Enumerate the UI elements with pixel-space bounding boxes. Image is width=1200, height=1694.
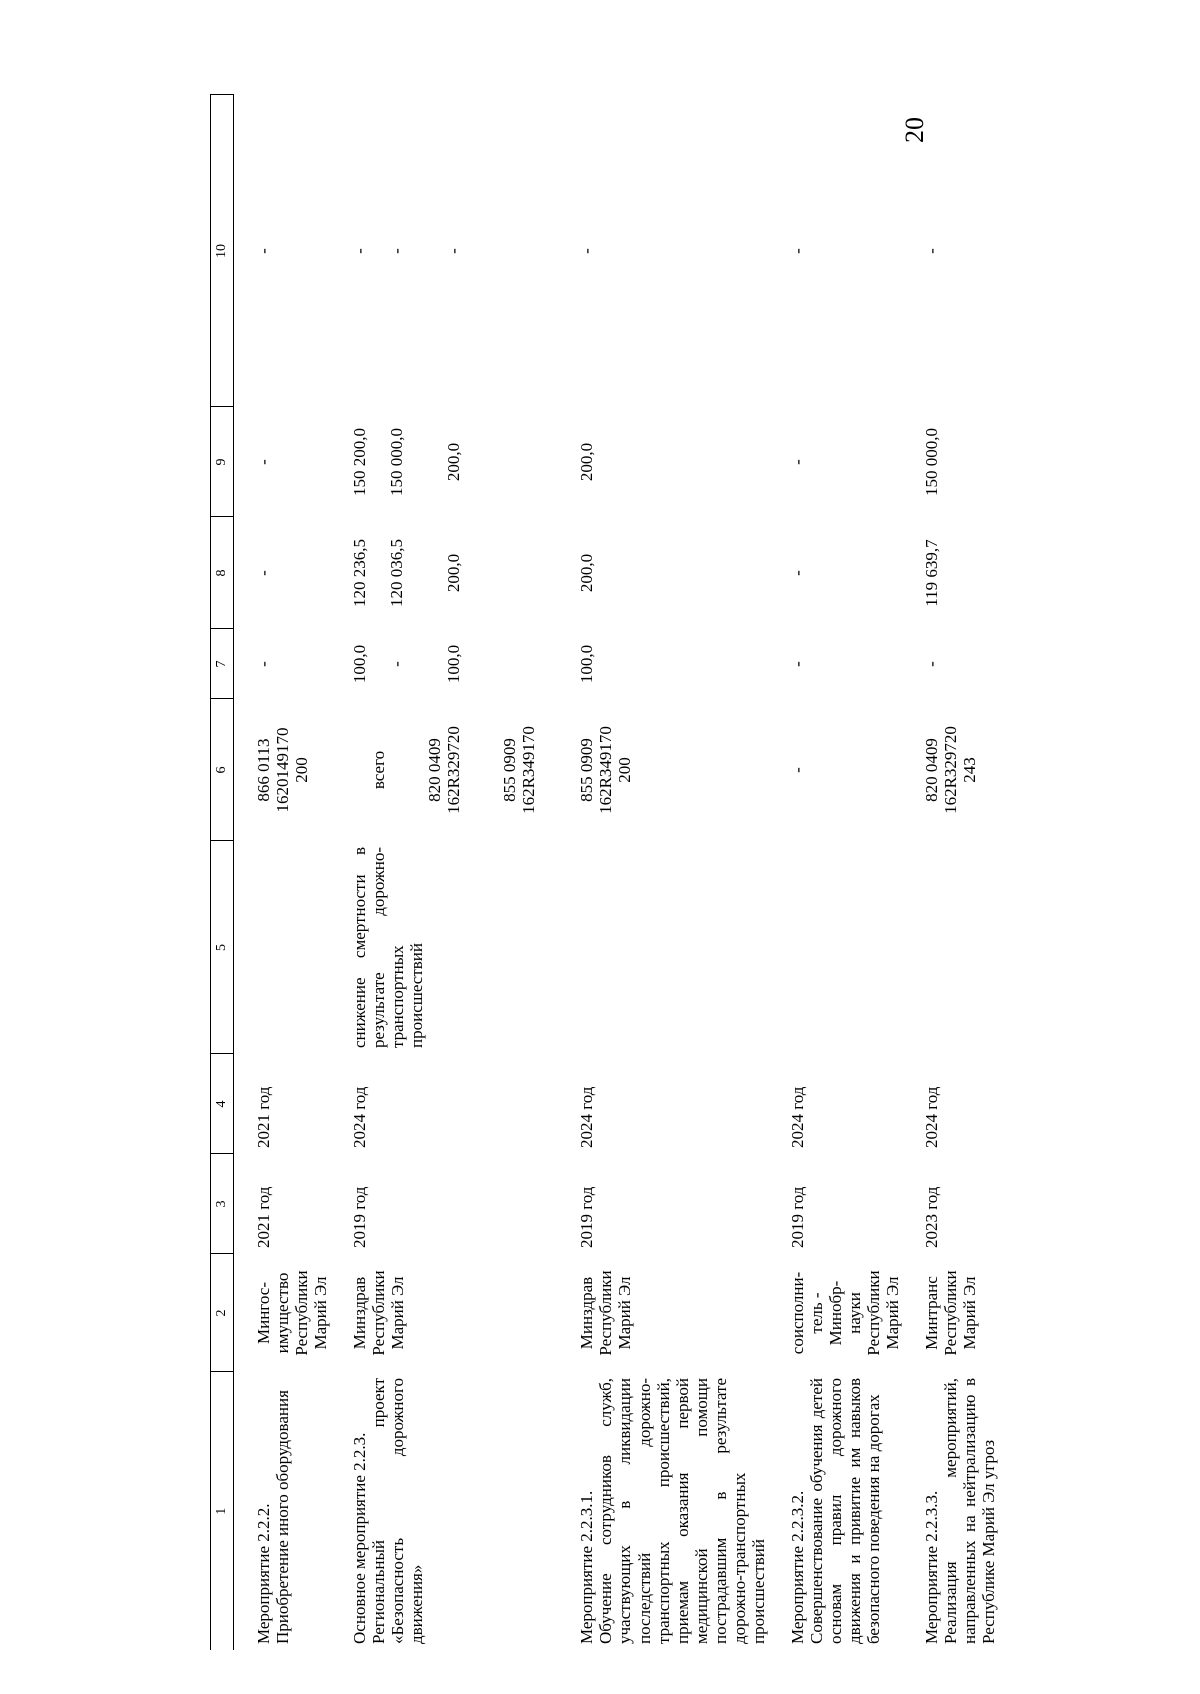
value-cell: - <box>254 459 273 465</box>
column-header: 10 <box>211 95 234 407</box>
column-header: 6 <box>211 699 234 841</box>
budget-code-cell: 820 0409 162R329720 243 <box>921 726 979 814</box>
budget-code-cell: - <box>787 767 807 773</box>
value-cell: 200,0 <box>577 553 597 593</box>
budget-table <box>210 95 998 1651</box>
executor-cell: Минтранс Республики Марий Эл <box>921 1270 979 1356</box>
value: 150 000,0 <box>387 428 407 496</box>
activity-cell: Мероприятие 2.2.3.2. Совершенствование обучения детей основам правил дорожного движения и привитие им навыков безопасного поведения на дорогах <box>787 1378 883 1644</box>
rotated-table-container <box>210 95 1200 1650</box>
value-cell: - <box>254 661 273 667</box>
column-header: 9 <box>211 407 234 517</box>
value-total: 120 236,5 <box>350 539 370 607</box>
value-cell: - <box>787 248 807 254</box>
value: 100,0 <box>444 644 464 684</box>
result-cell: снижение смертности в результате дорожно-транспортных происшествий <box>350 847 427 1048</box>
value: - <box>444 248 464 254</box>
result-cell <box>254 841 330 1054</box>
value-cell <box>350 517 557 629</box>
value: - <box>387 661 407 667</box>
end-year-cell: 2024 год <box>350 1086 370 1148</box>
value-cell: - <box>254 570 273 576</box>
value-cell: 200,0 <box>577 442 597 482</box>
executor-cell: Мингос- имущество Республики Марий Эл <box>254 1270 331 1356</box>
budget-code-total: всего <box>369 750 389 790</box>
column-number-header <box>211 95 234 1650</box>
executor-cell: Минздрав Республики Марий Эл <box>350 1270 408 1356</box>
table-row <box>922 95 998 1650</box>
activity-cell: Основное мероприятие 2.2.3. Региональный проект «Безопасность дорожного движения» <box>350 1378 427 1644</box>
value-cell: - <box>577 248 597 254</box>
end-year-cell: 2024 год <box>787 1086 807 1148</box>
table-row <box>254 95 330 1650</box>
start-year-cell: 2023 год <box>921 1186 941 1248</box>
value-total: 150 200,0 <box>350 428 370 496</box>
value: - <box>387 248 407 254</box>
value-cell: - <box>787 459 807 465</box>
end-year-cell: 2021 год <box>254 1086 273 1148</box>
activity-cell: Мероприятие 2.2.2. Приобретение иного оборудования <box>254 1390 293 1644</box>
executor-cell: Минздрав Республики Марий Эл <box>577 1270 635 1356</box>
value-cell: - <box>787 570 807 576</box>
result-cell <box>788 841 902 1054</box>
column-header: 7 <box>211 629 234 699</box>
activity-cell: Мероприятие 2.2.3.1. Обучение сотрудников служб, участвующих в ликвидации последствий дорожно-транспортных происшествий, приемам оказания первой медицинской помощи пострадавшим в результате дорожно-транспортных происшествий <box>577 1378 768 1644</box>
budget-code-cell: 866 0113 1620149170 200 <box>254 727 312 813</box>
value-cell: - <box>921 248 941 254</box>
end-year-cell: 2024 год <box>577 1086 597 1148</box>
column-header: 8 <box>211 517 234 629</box>
column-header: 5 <box>211 841 234 1054</box>
budget-code: 855 0909 162R349170 <box>500 726 539 814</box>
budget-code-cell <box>350 699 557 841</box>
start-year-cell: 2021 год <box>254 1186 273 1248</box>
start-year-cell: 2019 год <box>577 1186 597 1248</box>
table-row <box>577 95 767 1650</box>
page-number: 20 <box>900 117 929 143</box>
end-year-cell: 2024 год <box>921 1086 941 1148</box>
value-cell <box>350 407 557 517</box>
executor-cell: соисполни- тель - Минобр- науки Республики Марий Эл <box>787 1270 902 1356</box>
value-cell: - <box>787 661 807 667</box>
budget-code: 820 0409 162R329720 <box>425 726 464 814</box>
value-cell: 119 639,7 <box>921 539 941 607</box>
activity-cell: Мероприятие 2.2.3.3. Реализация мероприятий, направленных на нейтрализацию в Республике Марий Эл угроз <box>921 1378 998 1644</box>
value-cell: - <box>254 248 273 254</box>
value-cell: 100,0 <box>577 644 597 684</box>
value: 200,0 <box>444 442 464 482</box>
start-year-cell: 2019 год <box>787 1186 807 1248</box>
value-cell: - <box>921 661 941 667</box>
table-row <box>350 95 557 1650</box>
value-total: - <box>350 248 370 254</box>
budget-code-cell: 855 0909 162R349170 200 <box>577 726 635 814</box>
result-cell <box>577 841 767 1054</box>
start-year-cell: 2019 год <box>350 1186 370 1248</box>
value-total: 100,0 <box>350 644 370 684</box>
value: 200,0 <box>444 553 464 593</box>
column-header: 1 <box>211 1372 234 1650</box>
value-cell <box>350 629 557 699</box>
value: 120 036,5 <box>387 539 407 607</box>
table-row <box>788 95 902 1650</box>
column-header: 2 <box>211 1254 234 1372</box>
column-header: 3 <box>211 1154 234 1254</box>
value-cell: 150 000,0 <box>921 428 941 496</box>
value-cell <box>350 95 557 407</box>
result-cell <box>922 841 998 1054</box>
column-header: 4 <box>211 1054 234 1154</box>
